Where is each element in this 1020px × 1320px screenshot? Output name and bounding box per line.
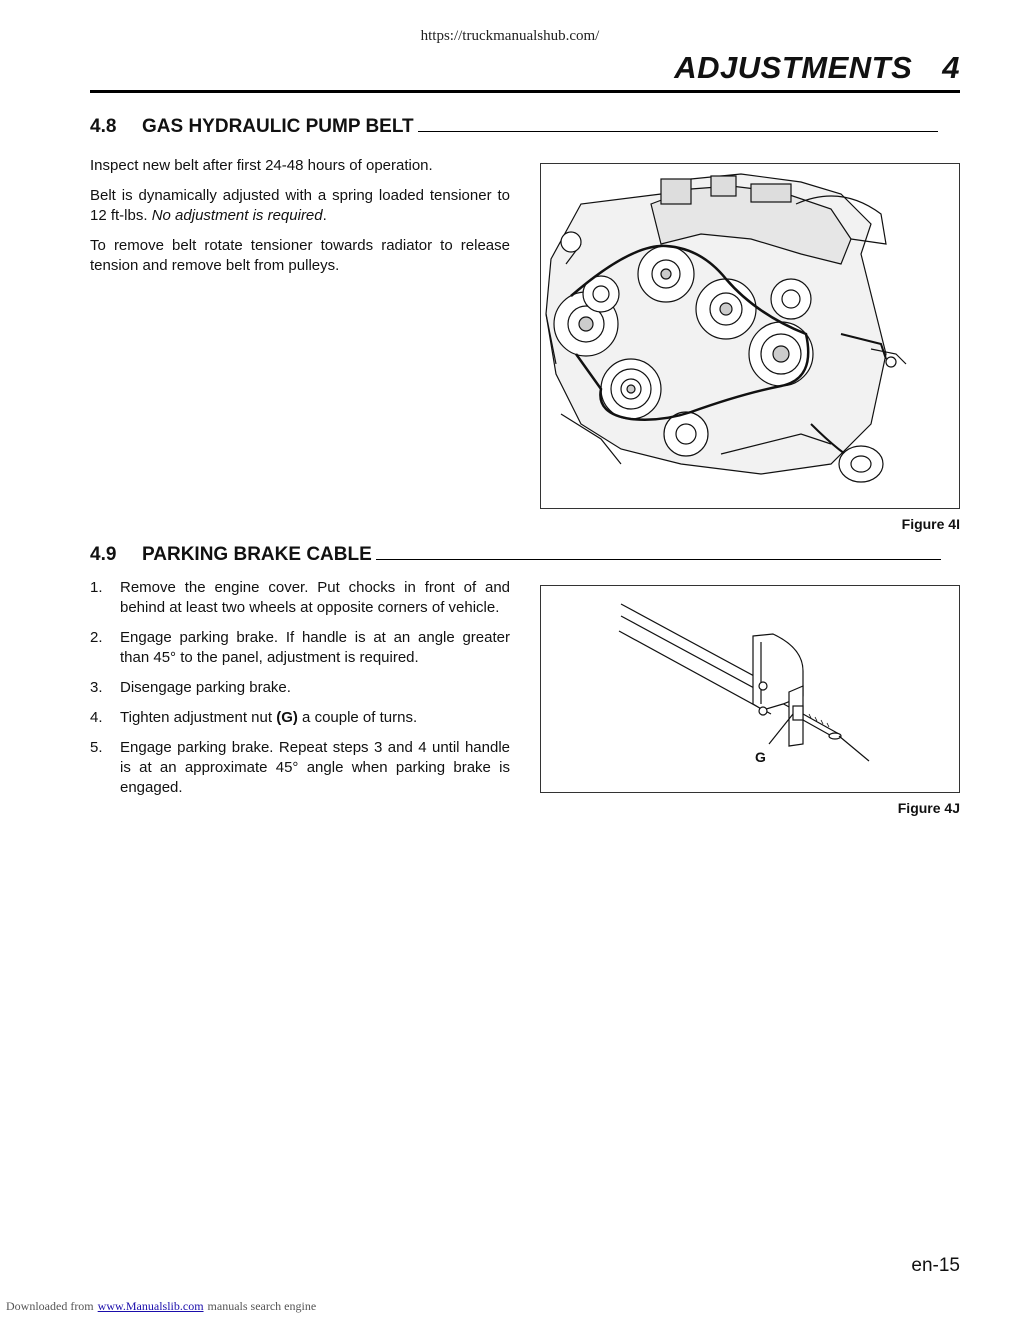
chapter-number: 4 [942,50,960,85]
nut-reference: (G) [276,709,298,726]
period: . [322,207,327,224]
step-text: Engage parking brake. Repeat steps 3 and 4 until handle is at an approximate 45° angle when parking brake is engaged. [120,739,510,796]
step-text: Engage parking brake. If handle is at an angle greater than 45° to the panel, adjustment is required. [120,629,510,666]
callout-g-label: G [755,749,766,765]
chapter-heading [674,50,960,86]
download-footer [6,1299,316,1314]
section-title: GAS HYDRAULIC PUMP BELT [142,116,414,137]
list-item [90,708,510,728]
manualslib-link[interactable]: www.Manualslib.com [97,1299,204,1313]
brake-cable-illustration [541,586,959,792]
step-text: Remove the engine cover. Put chocks in front of and behind at least two wheels at opposite corners of vehicle. [120,579,510,616]
section-4-9-heading [90,544,956,566]
belt-inspect-text: Inspect new belt after first 24-48 hours of operation. [90,157,433,174]
figure-4j-caption: Figure 4J [897,800,960,816]
heading-underline [376,558,941,560]
belt-tension-main: Belt is dynamically adjusted with a spring loaded tensioner to 12 ft-lbs. [90,187,510,224]
list-item [90,738,510,798]
brake-cable-figure [540,585,960,793]
brake-steps-list [90,578,510,808]
step-text: Disengage parking brake. [120,679,291,696]
step-text-end: a couple of turns. [297,709,418,726]
no-adjustment-note: No adjustment is required [151,207,323,224]
step-text: Tighten adjustment nut [120,709,277,726]
list-item [90,578,510,618]
engine-belt-figure [540,163,960,509]
step-number: 4. [90,709,103,726]
list-item [90,628,510,668]
footer-tagline: manuals search engine [207,1299,317,1313]
step-number: 1. [90,579,103,596]
chapter-title: ADJUSTMENTS [674,50,913,85]
list-item [90,678,510,698]
page-number: en-15 [911,1255,960,1276]
footer-prefix: Downloaded from [6,1299,94,1313]
source-url[interactable]: https://truckmanualshub.com/ [420,28,600,44]
step-number: 3. [90,679,103,696]
belt-tension-text [90,186,510,226]
belt-remove-text: To remove belt rotate tensioner towards radiator to release tension and remove belt from pulleys. [90,237,510,274]
step-number: 5. [90,739,103,756]
header-rule [90,90,960,93]
heading-underline [418,130,938,132]
section-number: 4.9 [90,544,117,565]
section-4-8-heading [90,116,956,138]
section-title: PARKING BRAKE CABLE [142,544,372,565]
engine-illustration [541,164,959,508]
section-number: 4.8 [90,116,117,137]
step-number: 2. [90,629,103,646]
figure-4i-caption: Figure 4I [901,516,960,532]
